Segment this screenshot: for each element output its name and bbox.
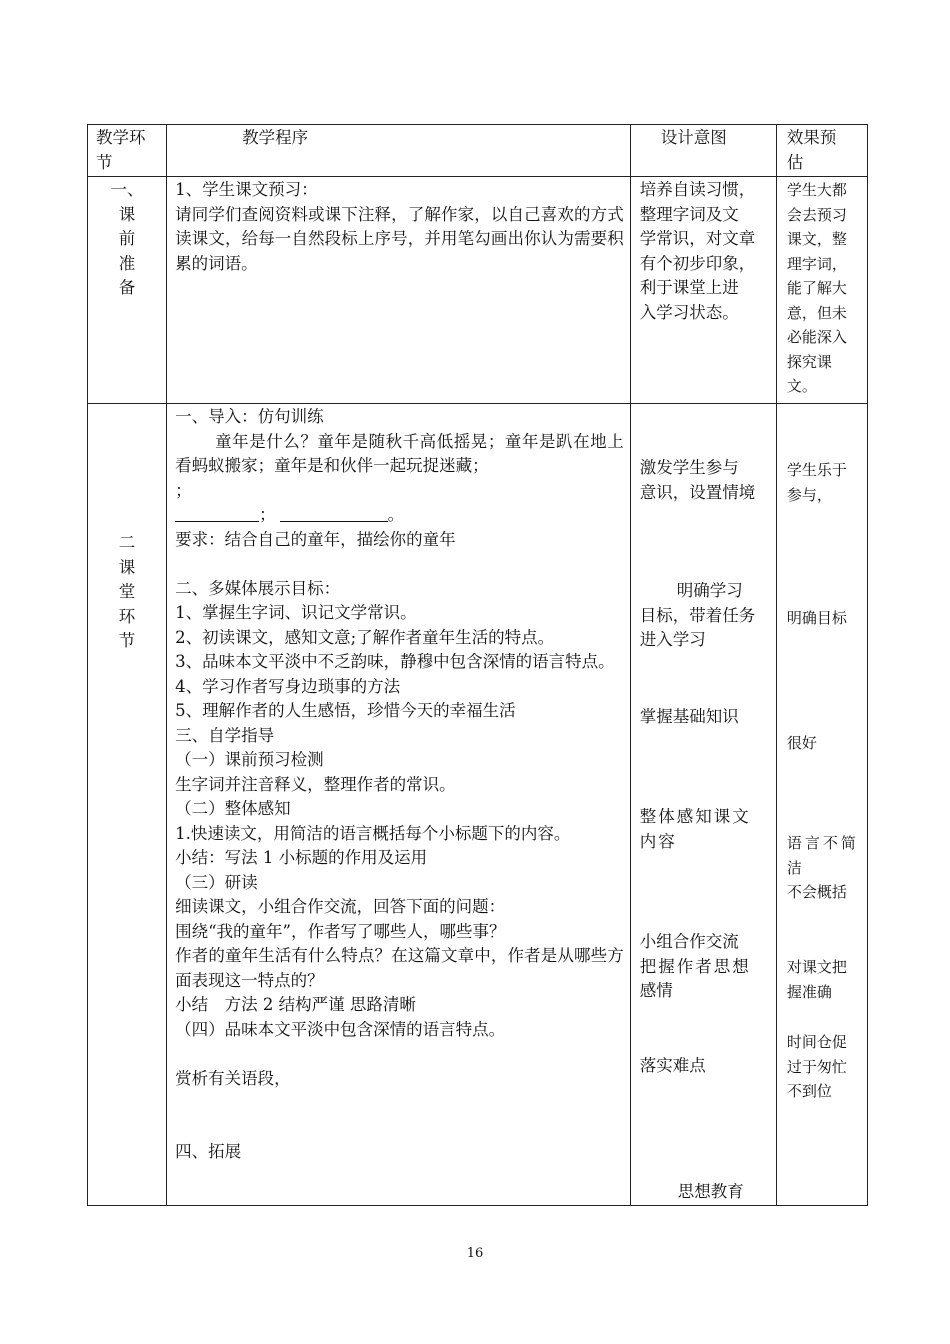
extend-title: 四、拓展 [175, 1142, 242, 1161]
intent-line: 目标，带着任务 [639, 605, 756, 625]
goals-title: 二、多媒体展示目标： [175, 578, 341, 598]
intent-line: 落实难点 [639, 1056, 706, 1075]
blank-line [280, 504, 388, 522]
intent-line: 整理字词及文 [639, 204, 739, 224]
intro-title: 一、导入：仿句训练 [175, 407, 324, 426]
effect-line: 学生大都 [786, 181, 847, 199]
intent-line: 激发学生参与 [639, 458, 739, 477]
effect-line: 会去预习 [786, 205, 847, 224]
intent-block [678, 1180, 744, 1205]
header-effect-cell [776, 125, 867, 177]
stage-char: 堂 [118, 582, 136, 601]
intent-line: 意识，设置情境 [639, 482, 756, 502]
spacer [175, 1116, 624, 1141]
goal-item: 1、掌握生字词、识记文学常识。 [175, 603, 417, 622]
effect-block [787, 458, 847, 507]
effect-line: 探究课 [786, 352, 832, 371]
effect-block [787, 606, 847, 631]
stage-char: 备 [118, 278, 136, 297]
blank-end: 。 [387, 505, 405, 524]
intent-block [640, 579, 756, 653]
effect-line: 握准确 [786, 982, 832, 1001]
effect-line: 明确目标 [786, 609, 847, 627]
stage-cell-in-class [88, 404, 167, 1206]
section-body: 赏析有关语段， [175, 1068, 291, 1088]
intro-body: 童年是什么？童年是随秋千高低摇晃；童年是趴在地上看蚂蚁搬家；童年是和伙伴一起玩捉迷藏； [175, 431, 624, 475]
spacer [175, 1042, 624, 1067]
goal-item: 3、品味本文平淡中不乏韵味，静穆中包含深情的语言特点。 [175, 652, 615, 671]
header-program: 教学程序 [242, 128, 309, 147]
goal-item: 5、理解作者的人生感悟，珍惜今天的幸福生活 [175, 701, 516, 720]
section-body: 1.快速读文，用简洁的语言概括每个小标题下的内容。 [175, 823, 571, 843]
header-row [88, 125, 868, 177]
intent-line: 进入学习 [639, 630, 706, 649]
blank-line [175, 504, 259, 522]
requirement: 要求：结合自己的童年，描绘你的童年 [175, 529, 456, 549]
effect-cell-pre-class [776, 177, 867, 404]
effect-line: 文。 [786, 377, 817, 395]
header-effect-line: 效果预 [786, 128, 837, 147]
effect-block [787, 1030, 847, 1104]
effect-line: 参与， [786, 485, 832, 504]
stage-cell-pre-class [88, 177, 167, 404]
row-in-class [88, 404, 868, 1206]
spacer [175, 552, 624, 577]
intent-line: 利于课堂上进 [639, 278, 739, 297]
intent-block [640, 805, 751, 854]
section-body: 作者的童年生活有什么特点？在这篇文章中，作者是从哪些方面表现这一特点的？ [175, 946, 624, 990]
intent-line: 小组合作交流 [639, 932, 739, 951]
effect-line: 对课文把 [786, 958, 847, 976]
effect-line: 意，但未 [786, 303, 847, 322]
effect-line: 不会概括 [786, 883, 847, 901]
program-cell-pre-class [167, 177, 631, 404]
header-stage-line: 教学环 [96, 128, 146, 147]
intent-block [640, 456, 756, 505]
effect-cell-in-class [776, 404, 867, 1206]
section-body: 生字词并注音释义，整理作者的常识。 [175, 774, 456, 794]
intent-block [640, 930, 751, 1004]
effect-block [787, 731, 817, 756]
stage-char: 一、 [110, 180, 144, 199]
stage-char: 二 [118, 533, 136, 552]
section-title: （二）整体感知 [175, 799, 291, 818]
intent-line: 培养自读习惯， [639, 180, 756, 199]
preview-title: 1、学生课文预习： [175, 180, 318, 199]
effect-line: 语言不简 [786, 834, 859, 852]
effect-line: 必能深入 [786, 328, 847, 346]
goal-item: 2、初读课文，感知文意;了解作者童年生活的特点。 [175, 627, 555, 647]
intent-cell-pre-class [630, 177, 776, 404]
preview-body: 请同学们查阅资料或课下注释，了解作家，以自己喜欢的方式读课文，给每一自然段标上序号，并用笔勾画出你认为需要积累的词语。 [175, 204, 624, 273]
section-title: （三）研读 [175, 872, 258, 892]
stage-char: 课 [118, 557, 136, 577]
section-title: （一）课前预习检测 [175, 750, 324, 769]
section-summary: 小结：写法 1 小标题的作用及运用 [175, 848, 428, 867]
intent-line: 感情 [639, 981, 673, 1000]
stage-char: 课 [118, 204, 136, 224]
header-stage-cell [88, 125, 167, 177]
effect-line: 洁 [786, 858, 802, 877]
intent-line: 掌握基础知识 [639, 707, 739, 726]
program-cell-in-class [167, 404, 631, 1206]
lesson-plan-table [87, 124, 868, 1206]
row-pre-class [88, 177, 868, 404]
intent-line: 整体感知课文 [639, 807, 751, 826]
goal-item: 4、学习作者写身边琐事的方法 [175, 676, 401, 696]
guide-title: 三、自学指导 [175, 725, 275, 745]
effect-line: 时间仓促 [786, 1033, 847, 1051]
intent-line: 入学习状态。 [639, 302, 739, 322]
intent-line: 内容 [639, 831, 677, 851]
effect-block [787, 955, 847, 1004]
section-body: 细读课文，小组合作交流，回答下面的问题： [175, 897, 506, 916]
page-number: 16 [466, 1246, 484, 1261]
header-effect-line: 估 [786, 152, 804, 172]
intent-line: 有个初步印象， [639, 253, 756, 273]
effect-block [787, 831, 859, 905]
effect-line: 很好 [786, 734, 817, 752]
intent-line: 思想教育 [677, 1182, 744, 1201]
intent-block [640, 1054, 706, 1079]
header-program-cell [167, 125, 631, 177]
stage-char: 前 [118, 229, 136, 248]
stage-char: 环 [118, 606, 136, 626]
section-summary: 小结 方法 2 结构严谨 思路清晰 [175, 995, 416, 1014]
effect-line: 过于匆忙 [786, 1057, 847, 1076]
intent-line: 学常识，对文章 [639, 229, 756, 248]
effect-line: 学生乐于 [786, 461, 847, 479]
stage-char: 节 [118, 631, 136, 650]
stage-char: 准 [118, 253, 136, 273]
intro-semicolon: ； [175, 480, 192, 500]
effect-line: 课文，整 [786, 230, 847, 248]
fill-in-blanks [175, 503, 624, 528]
effect-line: 不到位 [786, 1082, 832, 1100]
section-body: 围绕“我的童年”，作者写了哪些人，哪些事？ [175, 921, 506, 941]
intent-line: 明确学习 [676, 581, 743, 600]
effect-line: 理字词， [786, 254, 847, 273]
effect-line: 能了解大 [786, 279, 847, 297]
header-intent-cell [630, 125, 776, 177]
intent-line: 把握作者思想 [639, 956, 751, 976]
header-stage-line: 节 [96, 152, 113, 172]
spacer [175, 1091, 624, 1116]
section-title: （四）品味本文平淡中包含深情的语言特点。 [175, 1019, 506, 1039]
intent-block [640, 705, 739, 730]
intent-cell-in-class [630, 404, 776, 1206]
header-intent: 设计意图 [660, 128, 727, 147]
blank-separator: ； [259, 505, 276, 524]
